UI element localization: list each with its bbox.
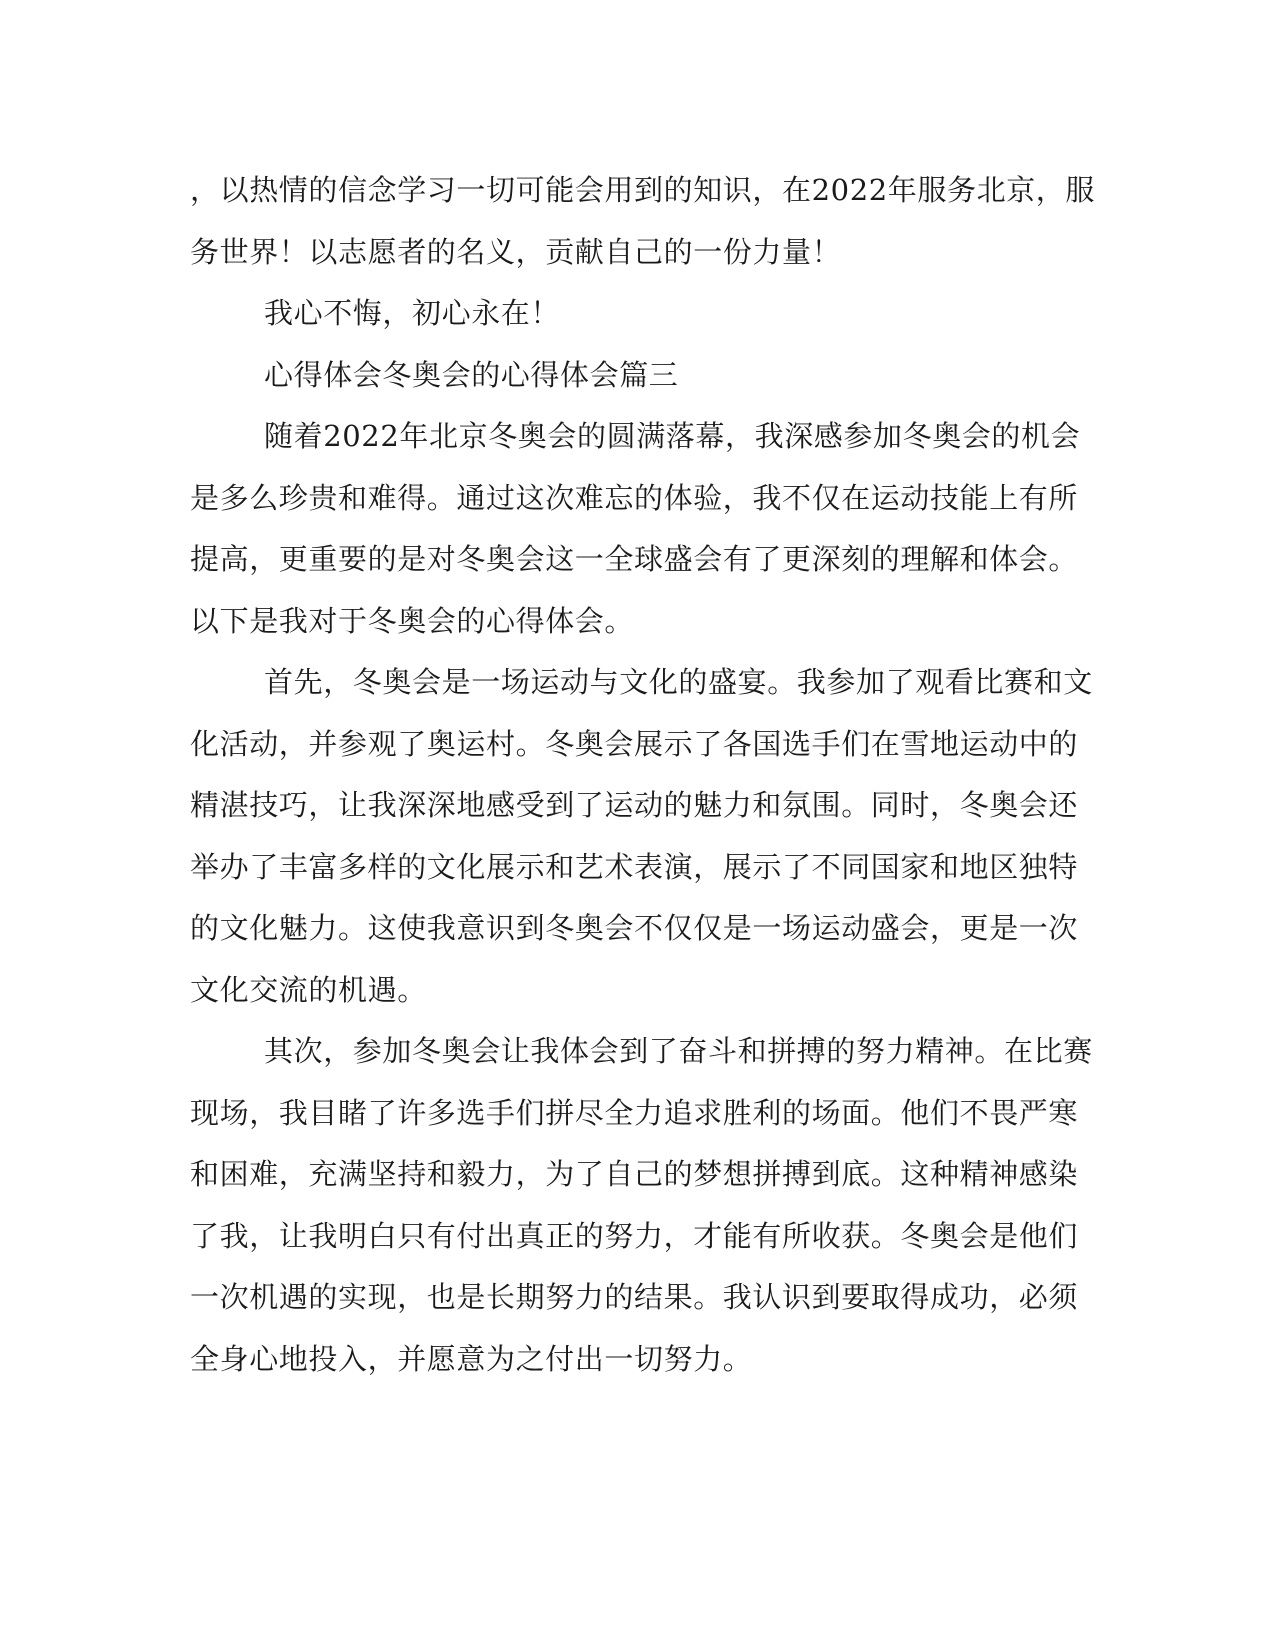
text-line: 其次，参加冬奥会让我体会到了奋斗和拼搏的努力精神。在比赛 [264,1034,1093,1068]
text-line: 文化交流的机遇。 [190,972,427,1007]
document-body [190,160,1096,1390]
text-line: 以下是我对于冬奥会的心得体会。 [190,603,635,638]
text-line: 了我，让我明白只有付出真正的努力，才能有所收获。冬奥会是他们 [190,1218,1079,1253]
section-title: 心得体会冬奥会的心得体会篇三 [264,357,679,392]
text-line: 是多么珍贵和难得。通过这次难忘的体验，我不仅在运动技能上有所 [190,480,1079,515]
paragraph-second-point [190,1021,1093,1390]
text-line: 举办了丰富多样的文化展示和艺术表演，展示了不同国家和地区独特 [190,849,1079,884]
text-line: 现场，我目睹了许多选手们拼尽全力追求胜利的场面。他们不畏严寒 [190,1095,1079,1130]
text-line: 提高，更重要的是对冬奥会这一全球盛会有了更深刻的理解和体会。 [190,542,1079,576]
text-line: 一次机遇的实现，也是长期努力的结果。我认识到要取得成功，必须 [190,1280,1079,1314]
text-line: ，以热情的信念学习一切可能会用到的知识，在2022年服务北京，服 [190,173,1096,207]
text-line: 精湛技巧，让我深深地感受到了运动的魅力和氛围。同时，冬奥会还 [190,788,1079,822]
paragraph-first-point [190,652,1093,1021]
text-line: 化活动，并参观了奥运村。冬奥会展示了各国选手们在雪地运动中的 [190,726,1079,761]
closing-line: 我心不悔，初心永在！ [264,296,561,330]
text-line: 务世界！以志愿者的名义，贡献自己的一份力量！ [190,234,842,269]
text-line: 首先，冬奥会是一场运动与文化的盛宴。我参加了观看比赛和文 [264,665,1093,699]
continuation-paragraph [190,160,1096,283]
text-line: 的文化魅力。这使我意识到冬奥会不仅仅是一场运动盛会，更是一次 [190,911,1079,945]
text-line: 全身心地投入，并愿意为之付出一切努力。 [190,1341,753,1376]
text-line: 随着2022年北京冬奥会的圆满落幕，我深感参加冬奥会的机会 [264,419,1081,453]
text-line: 和困难，充满坚持和毅力，为了自己的梦想拼搏到底。这种精神感染 [190,1157,1079,1191]
paragraph-intro [190,406,1090,652]
